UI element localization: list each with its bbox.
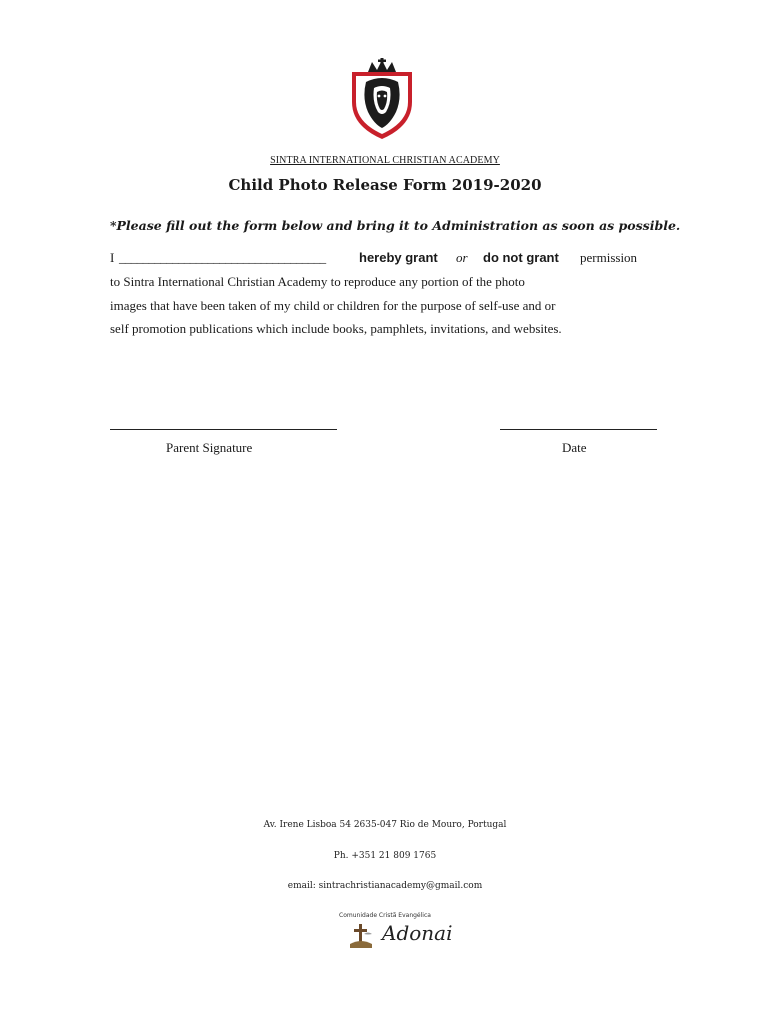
form-title: Child Photo Release Form 2019-2020 (228, 176, 542, 194)
instructions-text: *Please fill out the form below and bring it to Administration as soon as possible. (110, 218, 681, 233)
statement-line-2: to Sintra International Christian Academy to reproduce any portion of the photo (110, 274, 525, 289)
footer-address: Av. Irene Lisboa 54 2635-047 Rio de Mouro, Portugal (263, 820, 507, 830)
church-small-caption: Comunidade Cristã Evangélica (339, 912, 431, 919)
footer-email: email: sintrachristianacademy@gmail.com (287, 881, 483, 891)
parent-signature-line[interactable] (110, 429, 337, 430)
name-blank-field[interactable]: ___________________________________ (119, 250, 326, 265)
or-text: or (456, 250, 468, 265)
lion-crown-crest-icon (348, 58, 416, 140)
statement-prefix: I (110, 250, 115, 265)
do-not-grant-option[interactable]: do not grant (483, 250, 559, 265)
church-name: Adonai (382, 921, 453, 945)
permission-word: permission (580, 250, 638, 265)
statement-line-3: images that have been taken of my child or children for the purpose of self-use and or (110, 298, 556, 313)
parent-signature-label: Parent Signature (166, 440, 253, 455)
date-line[interactable] (500, 429, 657, 430)
cross-dove-icon (346, 922, 376, 950)
footer-phone: Ph. +351 21 809 1765 (333, 851, 437, 861)
statement-line-4: self promotion publications which include books, pamphlets, invitations, and websites. (110, 321, 562, 336)
school-name: SINTRA INTERNATIONAL CHRISTIAN ACADEMY (270, 155, 500, 166)
hereby-grant-option[interactable]: hereby grant (359, 250, 438, 265)
date-label: Date (562, 440, 587, 455)
